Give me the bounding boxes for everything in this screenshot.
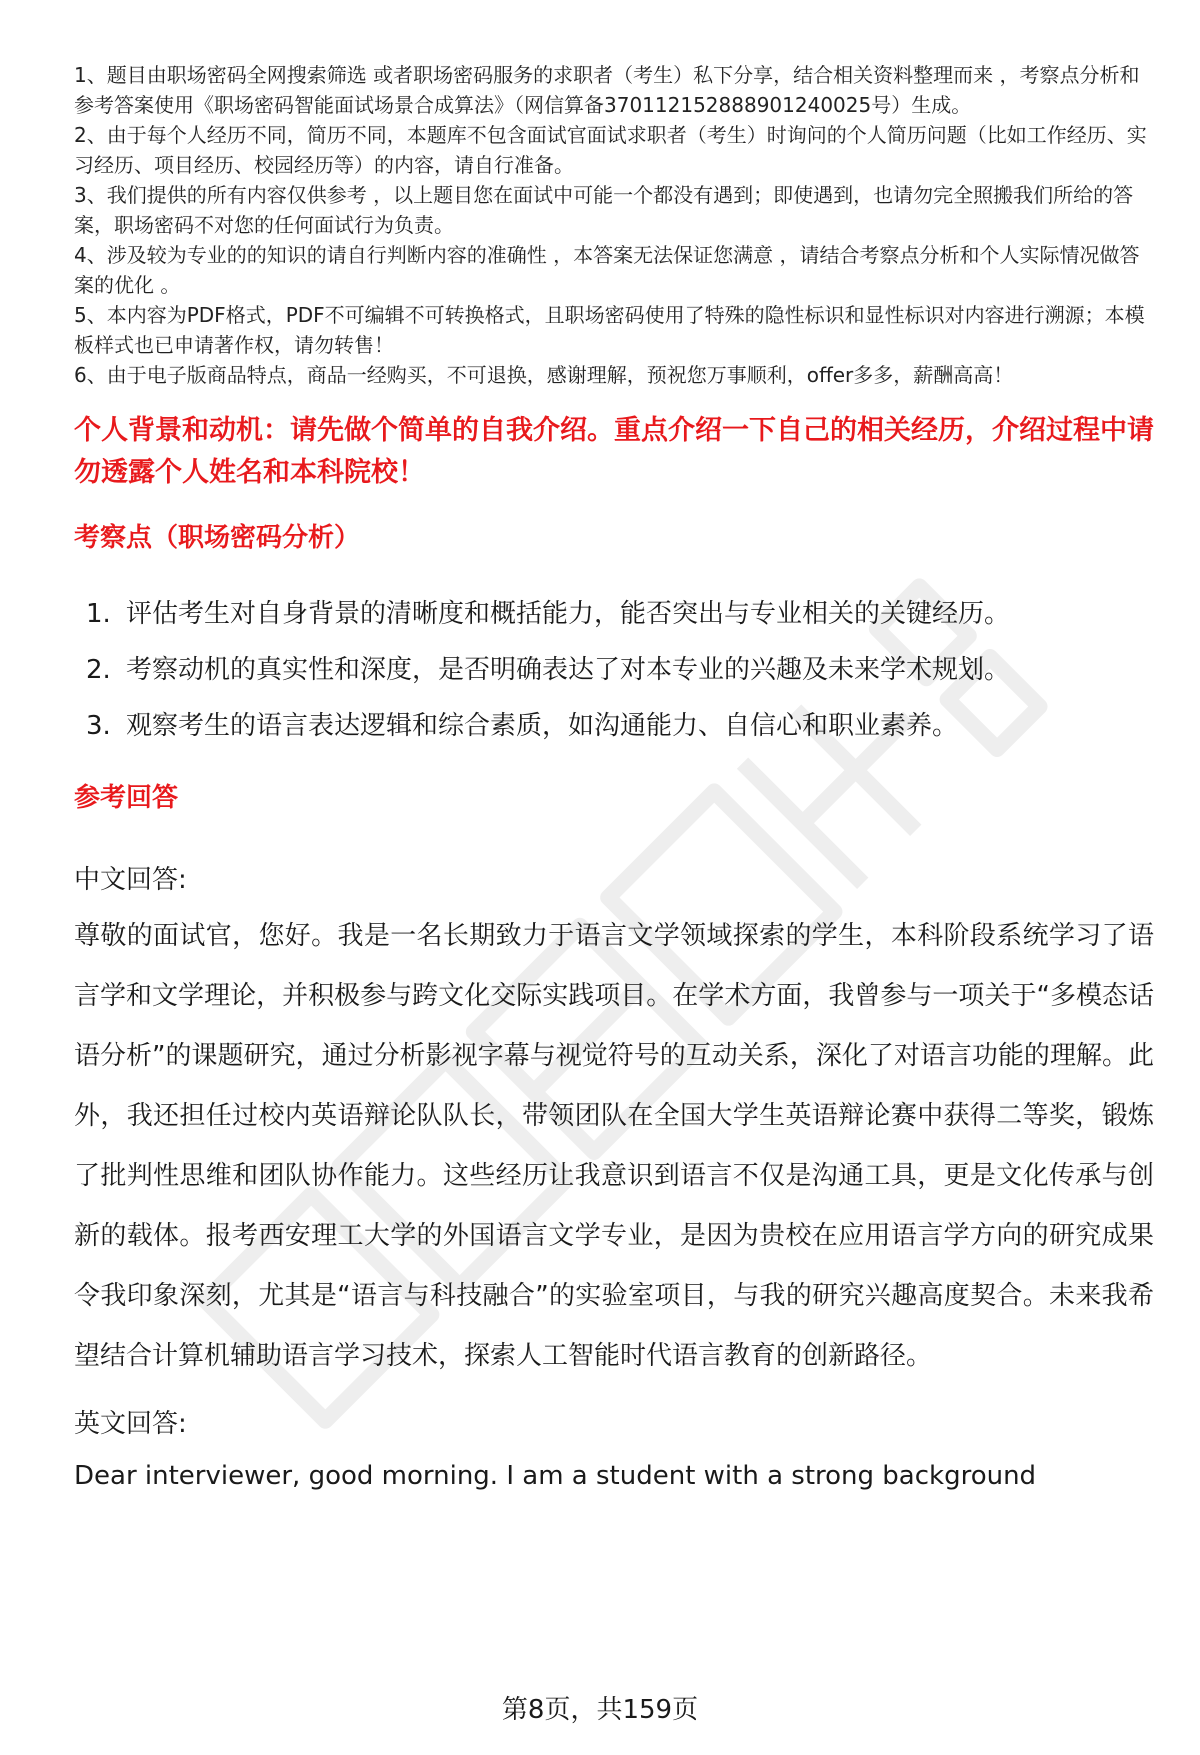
list-item <box>74 586 1154 642</box>
document-page <box>74 60 1154 1506</box>
english-answer-text: Dear interviewer, good morning. I am a student with a strong background <box>74 1461 1037 1491</box>
disclaimer-note: 5、本内容为PDF格式，PDF不可编辑不可转换格式，且职场密码使用了特殊的隐性标识和显性标识对内容进行溯源；本模板样式也已申请著作权，请勿转售！ <box>74 303 1145 357</box>
disclaimer-note: 3、我们提供的所有内容仅供参考 ，以上题目您在面试中可能一个都没有遇到；即使遇到，也请勿完全照搬我们所给的答案，职场密码不对您的任何面试行为负责。 <box>74 183 1134 237</box>
answer-heading: 参考回答 <box>74 783 179 813</box>
english-answer-label: 英文回答: <box>74 1409 187 1439</box>
list-item-text: 观察考生的语言表达逻辑和综合素质，如沟通能力、自信心和职业素养。 <box>126 711 959 741</box>
disclaimer-note: 1、题目由职场密码全网搜索筛选 或者职场密码服务的求职者（考生）私下分享，结合相关资料整理而来 ，考察点分析和参考答案使用《职场密码智能面试场景合成算法》（网信算备370112152888901240025号）生成。 <box>74 63 1140 117</box>
disclaimer-notes <box>74 60 1154 390</box>
list-item <box>74 642 1154 698</box>
analysis-heading: 考察点（职场密码分析） <box>74 523 361 553</box>
interview-question: 个人背景和动机：请先做个简单的自我介绍。重点介绍一下自己的相关经历，介绍过程中请勿透露个人姓名和本科院校！ <box>74 415 1154 488</box>
list-item-number: 1. <box>86 599 111 629</box>
disclaimer-note: 6、由于电子版商品特点，商品一经购买，不可退换，感谢理解，预祝您万事顺利，offer多多，薪酬高高！ <box>74 363 1014 387</box>
chinese-answer-text: 尊敬的面试官，您好。我是一名长期致力于语言文学领域探索的学生，本科阶段系统学习了语言学和文学理论，并积极参与跨文化交际实践项目。在学术方面，我曾参与一项关于“多模态话语分析”的课题研究，通过分析影视字幕与视觉符号的互动关系，深化了对语言功能的理解。此外，我还担任过校内英语辩论队队长，带领团队在全国大学生英语辩论赛中获得二等奖，锻炼了批判性思维和团队协作能力。这些经历让我意识到语言不仅是沟通工具，更是文化传承与创新的载体。报考西安理工大学的外国语言文学专业，是因为贵校在应用语言学方向的研究成果令我印象深刻，尤其是“语言与科技融合”的实验室项目，与我的研究兴趣高度契合。未来我希望结合计算机辅助语言学习技术，探索人工智能时代语言教育的创新路径。 <box>74 921 1154 1371</box>
list-item-number: 2. <box>86 655 111 685</box>
chinese-answer-label: 中文回答: <box>74 865 187 895</box>
list-item-number: 3. <box>86 711 111 741</box>
page-number: 第8页，共159页 <box>501 1695 699 1725</box>
list-item-text: 考察动机的真实性和深度，是否明确表达了对本专业的兴趣及未来学术规划。 <box>126 655 1011 685</box>
list-item <box>74 698 1154 754</box>
disclaimer-note: 4、涉及较为专业的的知识的请自行判断内容的准确性 ，本答案无法保证您满意 ，请结合考察点分析和个人实际情况做答案的优化 。 <box>74 243 1140 297</box>
disclaimer-note: 2、由于每个人经历不同，简历不同，本题库不包含面试官面试求职者（考生）时询问的个人简历问题（比如工作经历、实习经历、项目经历、校园经历等）的内容，请自行准备。 <box>74 123 1147 177</box>
analysis-points <box>74 586 1154 754</box>
list-item-text: 评估考生对自身背景的清晰度和概括能力，能否突出与专业相关的关键经历。 <box>126 599 1011 629</box>
